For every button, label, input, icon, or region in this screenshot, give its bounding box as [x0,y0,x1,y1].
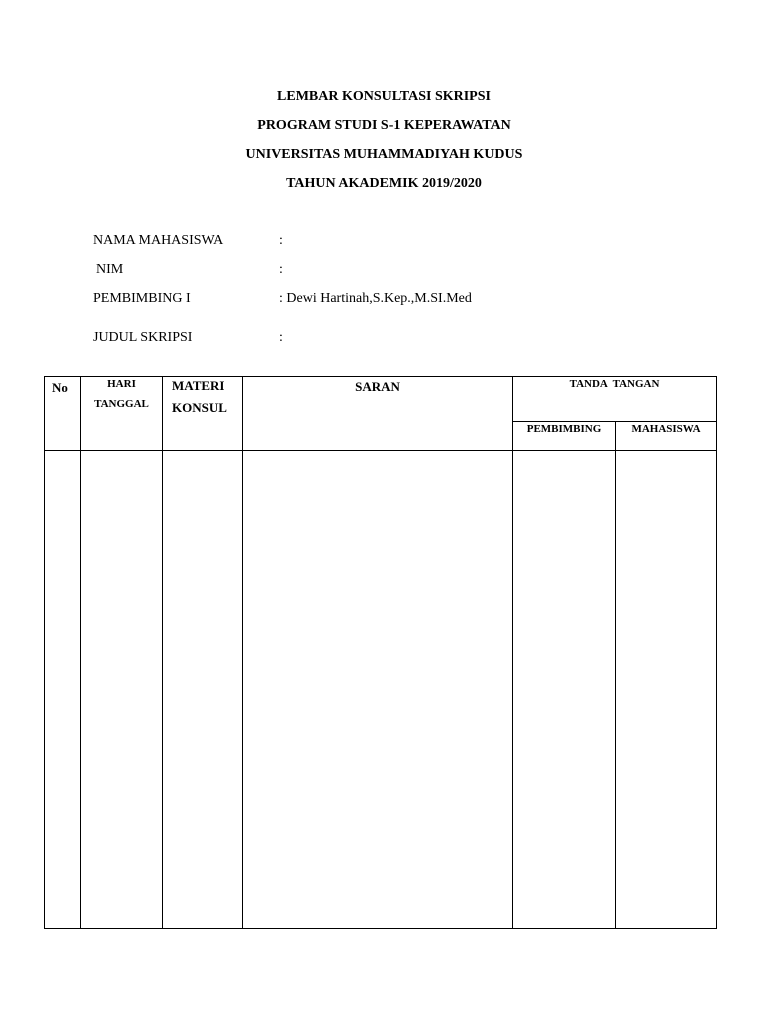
cell-hari-tanggal[interactable] [81,451,163,929]
header-hari-tanggal [81,377,163,451]
header-no [45,377,81,451]
header-pembimbing [513,422,616,451]
nama-mahasiswa-label: NAMA MAHASISWA [93,233,224,248]
header-hari-label: HARI [107,378,136,390]
table-row [45,451,717,929]
university-title: UNIVERSITAS MUHAMMADIYAH KUDUS [245,147,523,162]
cell-ttd-pembimbing[interactable] [513,451,616,929]
table-header-row [45,377,717,422]
judul-skripsi-value[interactable]: : [279,330,283,345]
header-konsul-label: KONSUL [172,400,227,415]
header-saran-label: SARAN [355,379,400,394]
header-pembimbing-label: PEMBIMBING [526,423,602,435]
nim-value[interactable]: : [279,262,283,277]
header-mahasiswa-label: MAHASISWA [631,423,701,435]
cell-saran[interactable] [243,451,513,929]
academic-year-title: TAHUN AKADEMIK 2019/2020 [286,176,482,191]
judul-skripsi-label: JUDUL SKRIPSI [93,330,193,345]
header-saran [243,377,513,451]
consultation-table [44,376,717,929]
header-materi-konsul [163,377,243,451]
header-tanda-tangan [513,377,717,422]
nim-label: NIM [96,262,124,277]
header-tanggal-label: TANGGAL [94,398,149,410]
header-mahasiswa [616,422,717,451]
program-title: PROGRAM STUDI S-1 KEPERAWATAN [257,118,511,133]
pembimbing-value[interactable]: : Dewi Hartinah,S.Kep.,M.SI.Med [279,291,472,306]
header-materi-label: MATERI [172,378,225,393]
form-title: LEMBAR KONSULTASI SKRIPSI [277,89,491,104]
header-tanda-tangan-label: TANDA TANGAN [569,378,660,390]
cell-ttd-mahasiswa[interactable] [616,451,717,929]
cell-no[interactable] [45,451,81,929]
nama-mahasiswa-value[interactable]: : [279,233,283,248]
cell-materi-konsul[interactable] [163,451,243,929]
header-no-label: No [52,380,68,395]
pembimbing-label: PEMBIMBING I [93,291,191,306]
